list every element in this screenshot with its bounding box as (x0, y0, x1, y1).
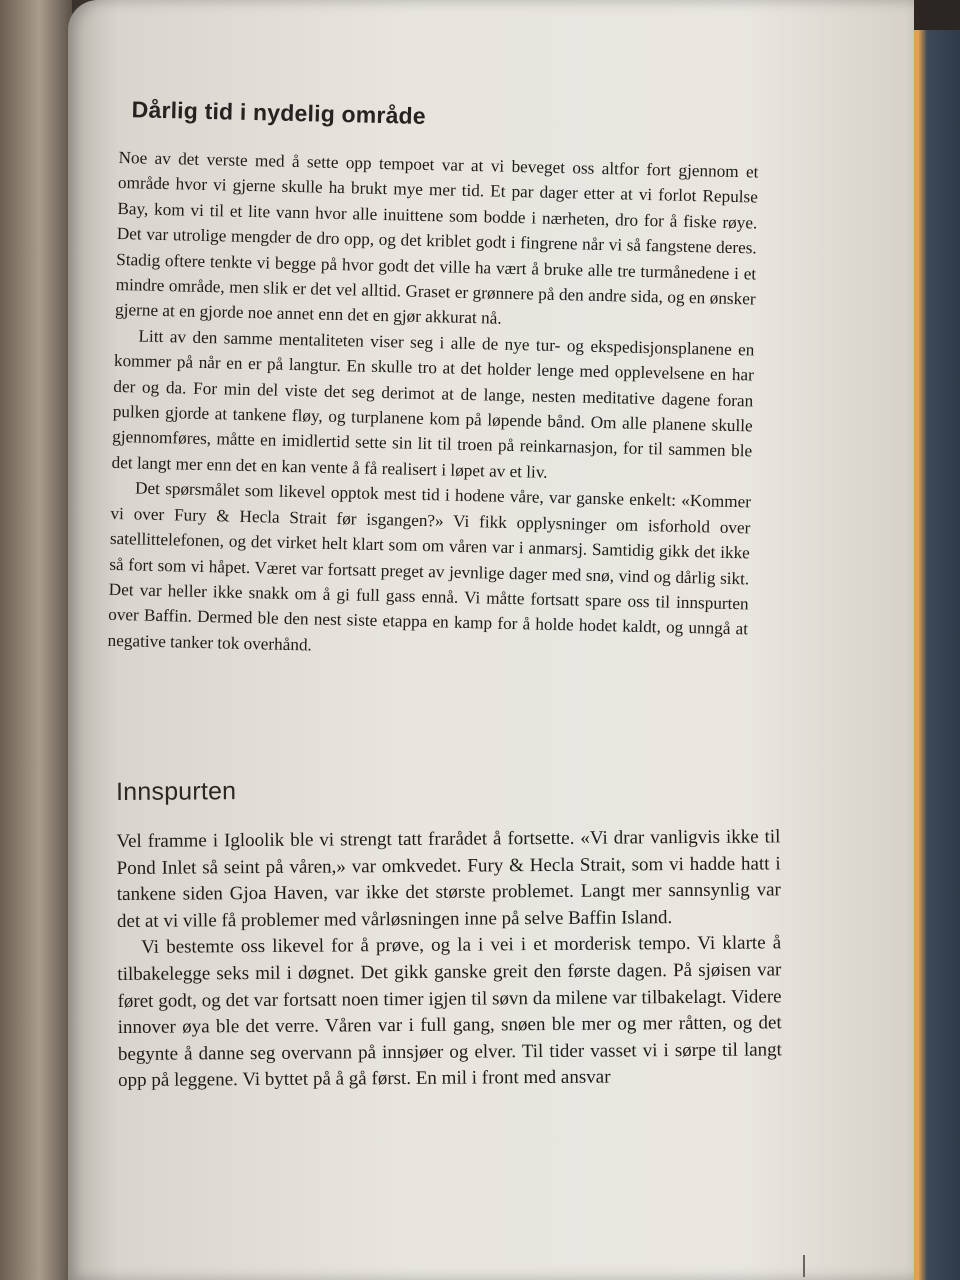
left-page-edge (0, 0, 72, 1280)
section-heading: Dårlig tid i nydelig område (131, 96, 427, 129)
section-bottom (116, 773, 782, 1095)
book-page (68, 0, 914, 1280)
paragraph: Litt av den samme mentaliteten viser seg i alle de nye tur- og ekspedisjonsplanene en kommer på når en er på langtur. En skulle tro at det holder lenge med opplevelsene en har der og da. For min del viste det seg derimot at de lange, nesten meditative dagene foran pulken gjorde at tankene fløy, og turplanene kom på løpende bånd. Om alle planene skulle gjennomføres, måtte en imidlertid sette sin lit til troen på reinkarnasjon, for til sammen ble det langt mer enn det en kan vente å få realisert i løpet av et liv. (111, 326, 755, 482)
paragraph: Det spørsmålet som likevel opptok mest tid i hodene våre, var ganske enkelt: «Kommer vi over Fury & Hecla Strait før isgangen?» Vi fikk opplysninger om isforhold over satellittelefonen, og det virket helt klart som om våren var i anmarsj. Samtidig gikk det ikke så fort som vi håpet. Været var fortsatt preget av jevnlige dager med snø, vind og dårlig sikt. Det var heller ikke snakk om å gi full gass ennå. Vi måtte fortsatt spare oss til innspurten over Baffin. Dermed ble den nest siste etappa en kamp for å holde hodet kaldt, og unngå at negative tanker tok overhånd. (107, 478, 752, 655)
paragraph: Noe av det verste med å sette opp tempoet var at vi beveget oss altfor fort gjennom et område hvor vi gjerne skulle ha brukt mye mer tid. Et par dager etter at vi forlot Repulse Bay, kom vi til et lite vann hvor alle inuittene som bodde i nærheten, dro for å fiske røye. Det var utrolige mengder de dro opp, og det kriblet godt i fingrene når vi så fangstene deres. Stadig oftere tenkte vi begge på hvor godt det ville ha vært å bruke alle tre turmånedene i et mindre område, men slik er det vel alltid. Graset er grønnere på den andre sida, og en ønsker gjerne at en gjorde noe annet enn det en gjør akkurat nå. (114, 147, 759, 329)
page-mark (803, 1255, 805, 1277)
paragraph: Vi bestemte oss likevel for å prøve, og la i vei i et morderisk tempo. Vi klarte å tilbakelegge seks mil i døgnet. Det gikk ganske greit den første dagen. På sjøisen var føret godt, og det var fortsatt noen timer igjen til søvn da milene var tilbakelagt. Videre innover øya ble det verre. Våren var i full gang, snøen ble mer og mer råtten, og det begynte å danne seg overvann på innsjøer og elver. Til tider vasset vi i sørpe til langt opp på leggene. Vi byttet på å gå først. En mil i front med ansvar (117, 932, 782, 1092)
section-top (107, 96, 759, 668)
section-heading: Innspurten (116, 777, 237, 806)
paragraph: Vel framme i Igloolik ble vi strengt tatt frarådet å fortsette. «Vi drar vanligvis ikke til Pond Inlet så seint på våren,» var omkvedet. Fury & Hecla Strait, som vi hadde hatt i tankene siden Gjoa Haven, var ikke det største problemet. Langt mer sannsynlig var det at vi ville få problemer med vårløsningen inne på selve Baffin Island. (116, 826, 781, 932)
